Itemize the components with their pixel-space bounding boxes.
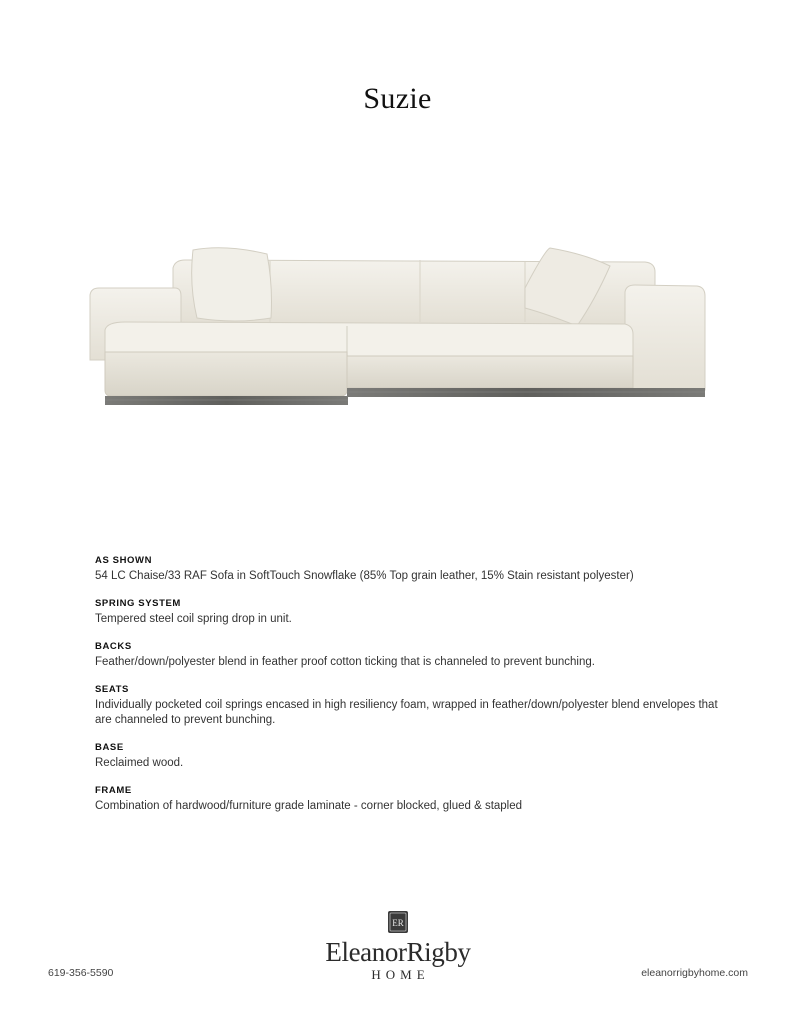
brand-sub: HOME: [371, 967, 430, 982]
page-title: Suzie: [363, 82, 432, 115]
spec-value: Reclaimed wood.: [95, 757, 184, 769]
shield-monogram-icon: [387, 910, 409, 934]
spec-spring-system: [95, 598, 735, 627]
spec-base: [95, 742, 735, 771]
spec-frame: [95, 785, 735, 814]
spec-value: Feather/down/polyester blend in feather proof cotton ticking that is channeled to prevent bunching.: [95, 656, 595, 668]
spec-label: SEATS: [95, 684, 129, 695]
spec-list: [95, 555, 735, 828]
spec-label: SPRING SYSTEM: [95, 598, 181, 609]
spec-seats: [95, 684, 735, 728]
brand-logo: [298, 910, 498, 983]
spec-value: Individually pocketed coil springs encased in high resiliency foam, wrapped in feather/down/polyester blend envelopes that are channeled to prevent bunching.: [95, 699, 718, 726]
spec-backs: [95, 641, 735, 670]
brand-name: EleanorRigby: [325, 937, 471, 967]
sofa-image: [85, 230, 710, 420]
spec-value: 54 LC Chaise/33 RAF Sofa in SoftTouch Snowflake (85% Top grain leather, 15% Stain resistant polyester): [95, 570, 634, 582]
spec-label: AS SHOWN: [95, 555, 153, 566]
footer-phone: 619-356-5590: [48, 967, 114, 979]
spec-value: Tempered steel coil spring drop in unit.: [95, 613, 292, 625]
spec-value: Combination of hardwood/furniture grade laminate - corner blocked, glued & stapled: [95, 800, 523, 812]
spec-label: BACKS: [95, 641, 132, 652]
spec-as-shown: [95, 555, 735, 584]
spec-label: FRAME: [95, 785, 132, 796]
spec-label: BASE: [95, 742, 124, 753]
footer-website[interactable]: eleanorrigbyhome.com: [641, 967, 748, 979]
brand-monogram: ER: [392, 918, 404, 928]
